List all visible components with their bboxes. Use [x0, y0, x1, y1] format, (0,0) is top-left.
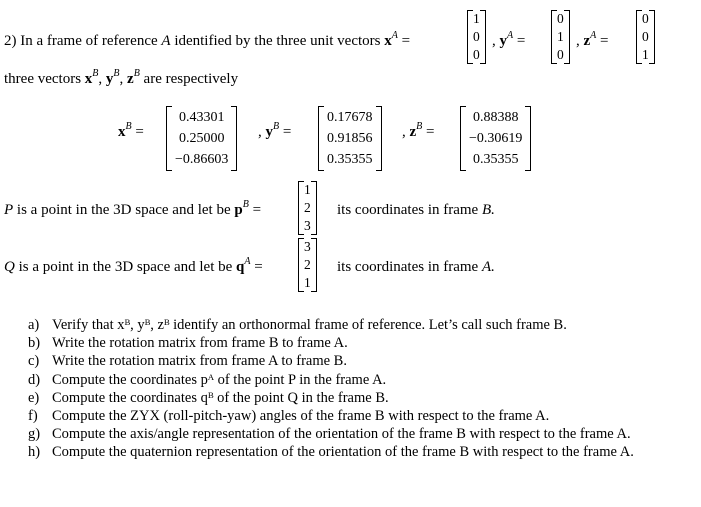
point-q-name: Q: [4, 259, 15, 275]
question-item: [28, 389, 668, 407]
question-text: Compute the axis/angle representation of the orientation of the frame B with respect to the frame A.: [52, 426, 631, 443]
question-label: h): [28, 444, 41, 461]
question-label: d): [28, 371, 41, 388]
line2-suffix: are respectively: [143, 71, 239, 87]
intro-line: 2) In a frame of reference A identified by the three unit vectors $x^A$ =: [4, 30, 411, 49]
question-text: Compute the coordinates pᴬ of the point P in the frame A.: [52, 371, 387, 388]
zA-label: , $z^A$ =: [576, 30, 609, 49]
zB-1: −0.30619: [469, 131, 523, 146]
yA-2: 0: [557, 47, 564, 62]
intro-prefix: 2) In a frame of reference: [4, 33, 158, 49]
question-item: [28, 316, 668, 334]
pB-0: 1: [304, 182, 311, 197]
point-q-line: Q is a point in the 3D space and let be $q^A$ =: [4, 256, 263, 275]
pB-1: 2: [304, 200, 311, 215]
xB-2: −0.86603: [175, 152, 229, 167]
question-text: Compute the quaternion representation of the orientation of the frame B with respect to the frame A.: [52, 444, 634, 461]
qA-0: 3: [304, 239, 311, 254]
intro-mid: identified by the three unit vectors: [174, 33, 381, 49]
point-p-prefix: is a point in the 3D space and let be: [16, 202, 231, 218]
question-item: [28, 443, 668, 461]
point-q-frame: A.: [481, 259, 495, 275]
point-p-name: P: [4, 202, 14, 218]
question-item: [28, 371, 668, 389]
xB-1: 0.25000: [178, 131, 225, 146]
zA-1: 0: [642, 29, 649, 44]
xA-1: 0: [473, 29, 480, 44]
vector-zB: [460, 106, 531, 171]
question-label: f): [28, 408, 38, 425]
zB-2: 0.35355: [472, 152, 519, 167]
vector-pB: [298, 181, 317, 235]
vector-qA: [298, 238, 317, 292]
xB-0: 0.43301: [178, 110, 225, 125]
vector-zA: [636, 10, 655, 64]
point-p-line: P is a point in the 3D space and let be $p^B$ =: [4, 199, 262, 218]
question-text: Compute the ZYX (roll-pitch-yaw) angles of the frame B with respect to the frame A.: [52, 408, 550, 425]
zB-0: 0.88388: [472, 110, 519, 125]
question-text: Compute the coordinates qᴮ of the point Q in the frame B.: [52, 389, 389, 406]
point-p-suffix-line: [337, 202, 495, 219]
yB-0: 0.17678: [327, 110, 373, 125]
intro-line-2: three vectors $x^B$, $y^B$, $z^B$ are respectively: [4, 68, 239, 87]
point-p-frame: B.: [481, 202, 495, 218]
qA-1: 2: [304, 257, 311, 272]
point-q-suffix: its coordinates in frame: [337, 259, 479, 275]
vector-xB: [166, 106, 237, 171]
question-label: c): [28, 353, 40, 370]
pB-2: 3: [304, 218, 311, 233]
question-item: [28, 407, 668, 425]
yA-0: 0: [557, 11, 564, 26]
line2-prefix: three vectors: [4, 71, 82, 87]
question-label: a): [28, 317, 40, 333]
yB-1: 0.91856: [327, 131, 373, 146]
question-item: [28, 352, 668, 370]
question-text: Write the rotation matrix from frame B to frame A.: [52, 335, 348, 352]
question-list: [28, 316, 668, 462]
question-text: Write the rotation matrix from frame A to frame B.: [52, 353, 347, 370]
point-q-suffix-line: [337, 259, 495, 276]
xA-2: 0: [473, 47, 480, 62]
yA-1: 1: [557, 29, 564, 44]
question-item: [28, 425, 668, 443]
question-item: [28, 334, 668, 352]
qA-2: 1: [304, 275, 311, 290]
zA-2: 1: [642, 47, 649, 62]
point-q-prefix: is a point in the 3D space and let be: [18, 259, 233, 275]
vector-xA: [467, 10, 486, 64]
yA-label: , $y^A$ =: [492, 30, 526, 49]
zB-label: , $z^B$ =: [402, 121, 435, 140]
point-p-suffix: its coordinates in frame: [337, 202, 479, 218]
vector-yA: [551, 10, 570, 64]
yB-label: , $y^B$ =: [258, 121, 292, 140]
question-text: Verify that xᴮ, yᴮ, zᴮ identify an orthonormal frame of reference. Let’s call such frame B.: [52, 317, 567, 333]
vector-yB: [318, 106, 382, 171]
question-label: b): [28, 335, 41, 352]
frame-a-label: A: [161, 33, 171, 49]
yB-2: 0.35355: [327, 152, 373, 167]
question-label: e): [28, 389, 40, 406]
xB-label: $x^B$ =: [118, 121, 144, 140]
zA-0: 0: [642, 11, 649, 26]
question-label: g): [28, 426, 41, 443]
xA-0: 1: [473, 11, 480, 26]
